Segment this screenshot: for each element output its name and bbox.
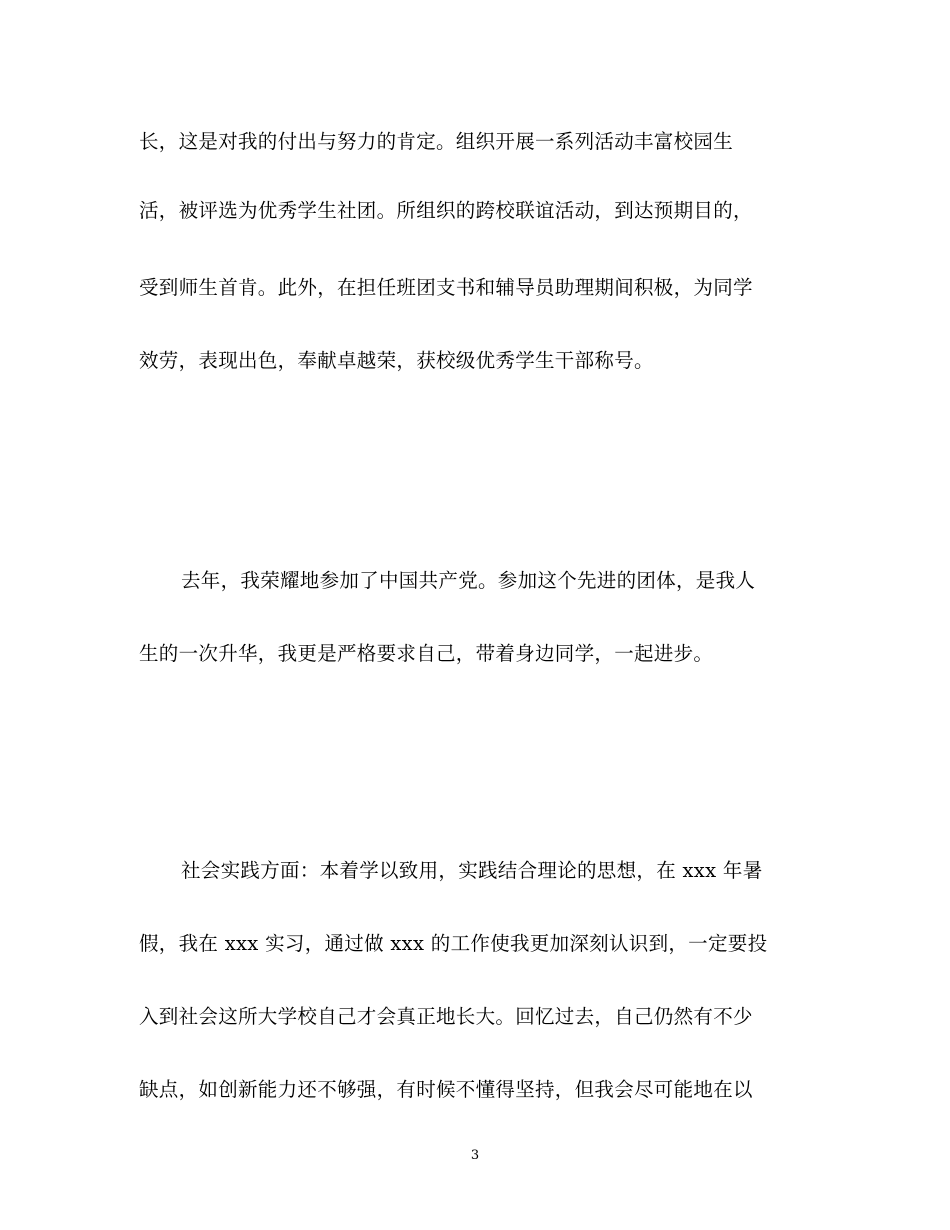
paragraph-3-line-2: 假，我在 xxx 实习，通过做 xxx 的工作使我更加深刻认识到，一定要投 bbox=[139, 932, 768, 955]
paragraph-3-line-4: 缺点，如创新能力还不够强，有时候不懂得坚持，但我会尽可能地在以 bbox=[139, 1078, 753, 1101]
paragraph-1-line-4: 效劳，表现出色，奉献卓越荣，获校级优秀学生干部称号。 bbox=[139, 349, 654, 372]
paragraph-3-line-3: 入到社会这所大学校自己才会真正地长大。回忆过去，自己仍然有不少 bbox=[139, 1005, 753, 1028]
paragraph-1-line-2: 活，被评选为优秀学生社团。所组织的跨校联谊活动，到达预期目的， bbox=[139, 199, 753, 222]
page-number: 3 bbox=[470, 1148, 480, 1163]
paragraph-2-line-1: 去年，我荣耀地参加了中国共产党。参加这个先进的团体，是我人 bbox=[181, 569, 756, 592]
paragraph-3-line-1: 社会实践方面：本着学以致用，实践结合理论的思想，在 xxx 年暑 bbox=[181, 859, 763, 882]
paragraph-2-line-2: 生的一次升华，我更是严格要求自己，带着身边同学，一起进步。 bbox=[139, 642, 714, 665]
paragraph-1-line-1: 长，这是对我的付出与努力的肯定。组织开展一系列活动丰富校园生 bbox=[139, 130, 734, 153]
paragraph-1-line-3: 受到师生首肯。此外，在担任班团支书和辅导员助理期间积极，为同学 bbox=[139, 276, 753, 299]
